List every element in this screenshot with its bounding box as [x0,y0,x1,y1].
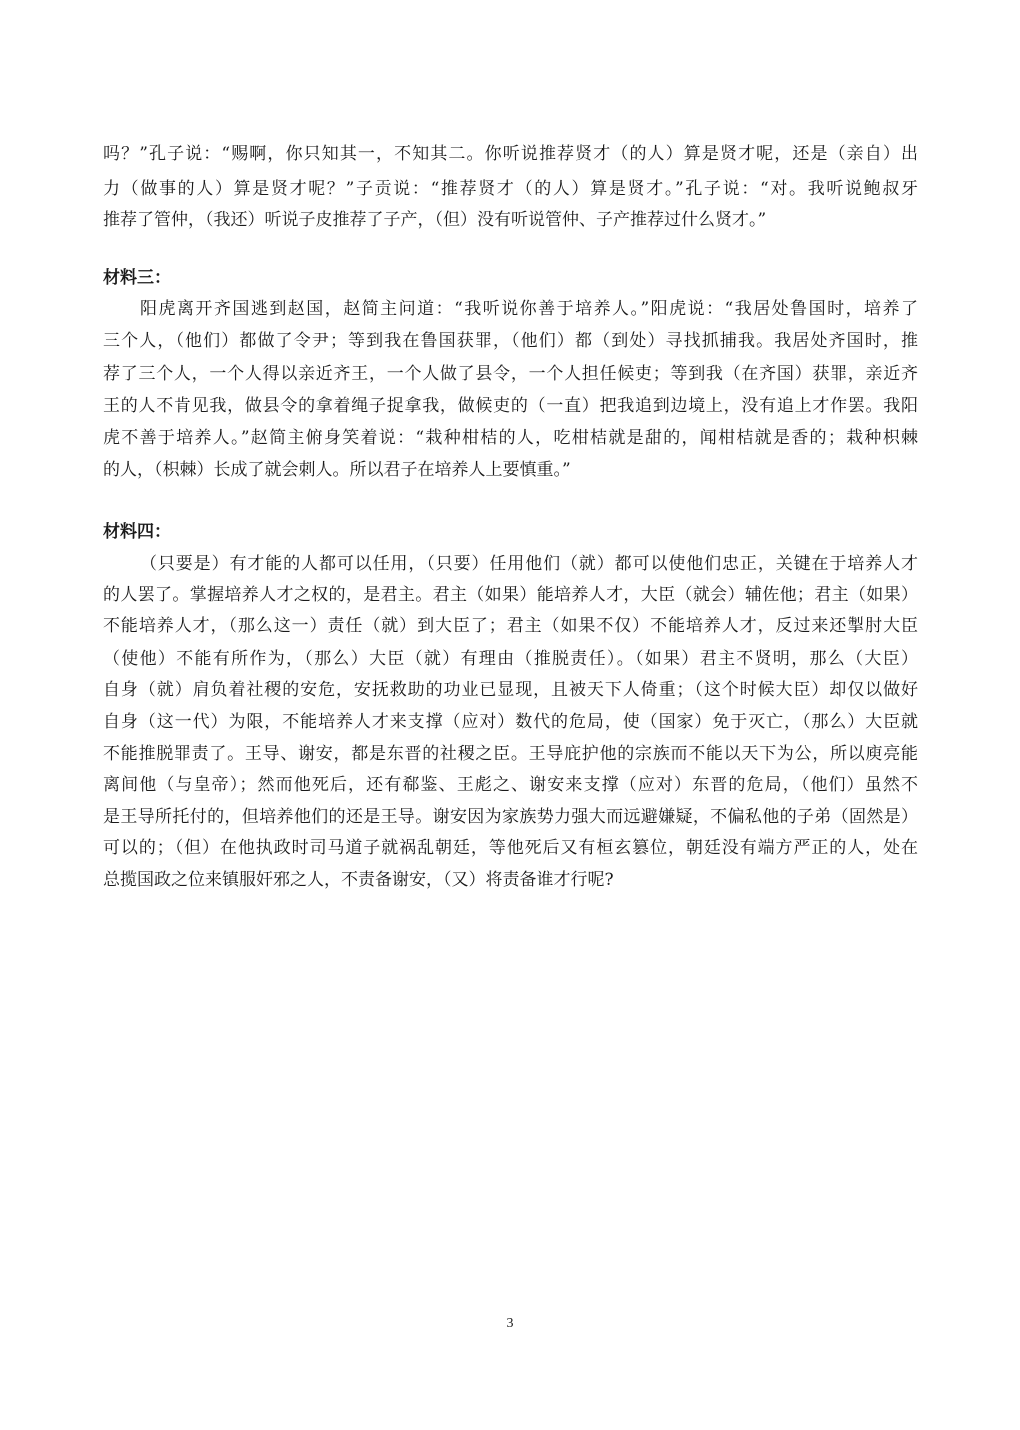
material-3-heading: 材料三： [103,268,171,288]
paragraph-line: 不能推脱罪责了。王导、谢安，都是东晋的社稷之臣。王导庇护他的宗族而不能以天下为公，所以庾亮能 [103,744,918,764]
paragraph-line: 吗？”孔子说：“赐啊，你只知其一，不知其二。你听说推荐贤才（的人）算是贤才呢，还是（亲自）出 [103,144,918,164]
paragraph-line: 不能培养人才，（那么这一）责任（就）到大臣了；君主（如果不仅）不能培养人才，反过来还掣肘大臣 [103,616,918,636]
paragraph-line: 的人罢了。掌握培养人才之权的，是君主。君主（如果）能培养人才，大臣（就会）辅佐他；君主（如果） [103,585,918,605]
paragraph-line: 力（做事的人）算是贤才呢？”子贡说：“推荐贤才（的人）算是贤才。”孔子说：“对。我听说鲍叔牙 [103,179,918,199]
paragraph-line: 虎不善于培养人。”赵简主俯身笑着说：“栽种柑桔的人，吃柑桔就是甜的，闻柑桔就是香的；栽种枳棘 [103,428,918,448]
material-4-heading: 材料四： [103,522,171,542]
paragraph-line: 自身（就）肩负着社稷的安危，安抚救助的功业已显现，且被天下人倚重；（这个时候大臣）却仅以做好 [103,680,918,700]
paragraph-line: 可以的；（但）在他执政时司马道子就祸乱朝廷，等他死后又有桓玄篡位，朝廷没有端方严正的人，处在 [103,838,918,858]
paragraph-line: 阳虎离开齐国逃到赵国，赵简主问道：“我听说你善于培养人。”阳虎说：“我居处鲁国时，培养了 [140,299,918,319]
paragraph-line: 自身（这一代）为限，不能培养人才来支撑（应对）数代的危局，使（国家）免于灭亡，（那么）大臣就 [103,712,918,732]
paragraph-line: （使他）不能有所作为，（那么）大臣（就）有理由（推脱责任）。（如果）君主不贤明，那么（大臣） [103,649,918,669]
paragraph-line: 荐了三个人，一个人得以亲近齐王，一个人做了县令，一个人担任候吏；等到我（在齐国）获罪，亲近齐 [103,364,918,384]
paragraph-line: （只要是）有才能的人都可以任用，（只要）任用他们（就）都可以使他们忠正，关键在于培养人才 [140,554,918,574]
paragraph-line: 王的人不肯见我，做县令的拿着绳子捉拿我，做候吏的（一直）把我追到边境上，没有追上才作罢。我阳 [103,396,918,416]
paragraph-line: 的人，（枳棘）长成了就会刺人。所以君子在培养人上要慎重。” [103,460,571,480]
paragraph-line: 推荐了管仲，（我还）听说子皮推荐了子产，（但）没有听说管仲、子产推荐过什么贤才。” [103,210,767,230]
paragraph-line: 离间他（与皇帝）；然而他死后，还有郗鉴、王彪之、谢安来支撑（应对）东晋的危局，（他们）虽然不 [103,775,918,795]
paragraph-line: 三个人，（他们）都做了令尹；等到我在鲁国获罪，（他们）都（到处）寻找抓捕我。我居处齐国时，推 [103,331,918,351]
paragraph-line: 是王导所托付的，但培养他们的还是王导。谢安因为家族势力强大而远避嫌疑，不偏私他的子弟（固然是） [103,807,918,827]
paragraph-line: 总揽国政之位来镇服奸邪之人，不责备谢安，（又）将责备谁才行呢? [103,870,614,890]
page-number: 3 [506,1316,514,1331]
